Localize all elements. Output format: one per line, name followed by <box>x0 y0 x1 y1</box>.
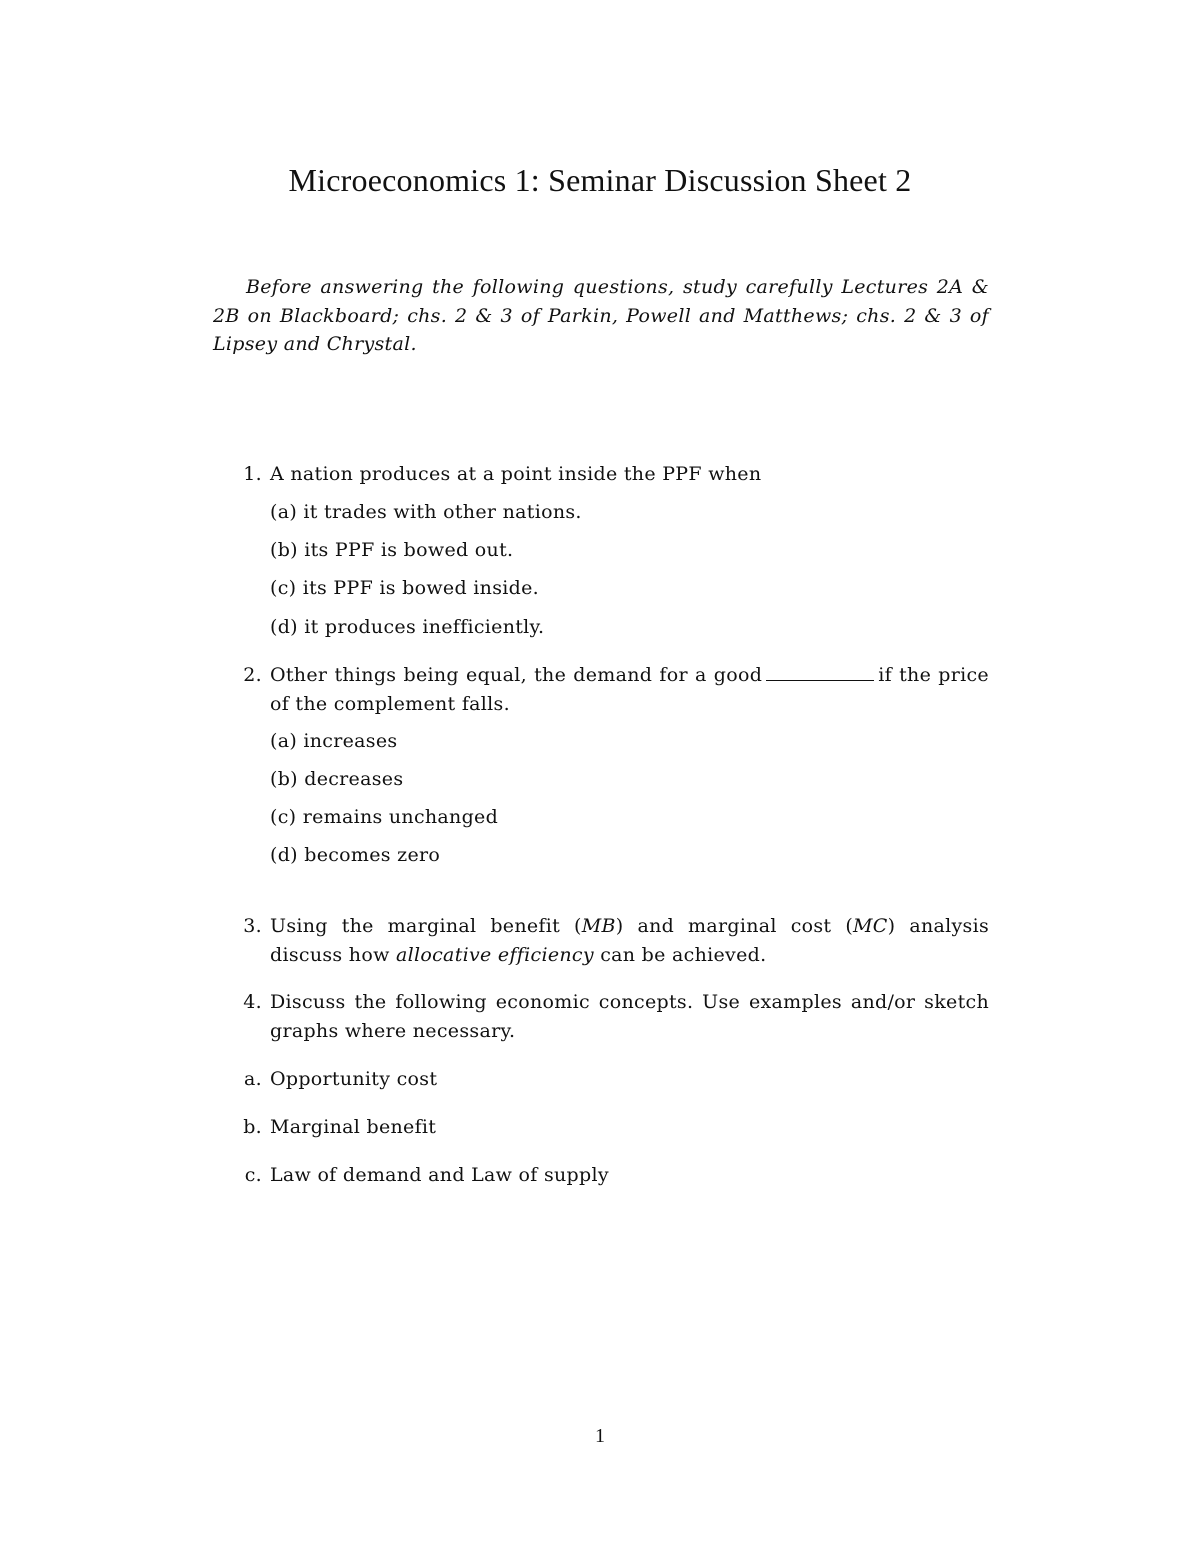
option-c: (c) its PPF is bowed inside. <box>270 577 539 599</box>
option-b: (b) decreases <box>270 768 404 790</box>
question-text <box>270 661 989 718</box>
sub-item-label: a. <box>244 1068 262 1090</box>
option-b: (b) its PPF is bowed out. <box>270 539 514 561</box>
sub-item-text: Law of demand and Law of supply <box>270 1164 609 1186</box>
question-text-part: ) and marginal cost ( <box>615 915 854 937</box>
option-a: (a) it trades with other nations. <box>270 501 582 523</box>
question-number: 1. <box>243 463 262 485</box>
question-text-part: ) analysis discuss how <box>270 915 989 966</box>
question-number: 4. <box>243 991 262 1013</box>
sub-item-text: Marginal benefit <box>270 1116 437 1138</box>
question-number: 3. <box>243 915 262 937</box>
sub-item-label: b. <box>243 1116 262 1138</box>
option-d: (d) becomes zero <box>270 844 441 866</box>
document-title: Microeconomics 1: Seminar Discussion Sheet 2 <box>288 162 912 198</box>
mb-symbol: MB <box>581 915 616 937</box>
sub-item-text: Opportunity cost <box>270 1068 438 1090</box>
question-text-before: Other things being equal, the demand for a good <box>270 664 763 686</box>
question-text: Discuss the following economic concepts. Use examples and/or sketch graphs where necessary. <box>270 991 989 1042</box>
mc-symbol: MC <box>853 915 888 937</box>
option-a: (a) increases <box>270 730 398 752</box>
question-text-after: if the price of the complement falls. <box>270 664 989 715</box>
question-text <box>270 912 989 969</box>
option-d: (d) it produces inefficiently. <box>270 616 545 638</box>
question-text: A nation produces at a point inside the PPF when <box>270 463 762 485</box>
question-text-part: can be achieved. <box>593 943 767 966</box>
page-number: 1 <box>595 1425 605 1447</box>
intro-paragraph: Before answering the following questions, study carefully Lectures 2A & 2B on Blackboard; chs. 2 & 3 of Parkin, Powell and Matthews; chs. 2 & 3 of Lipsey and Chrystal. <box>213 276 989 355</box>
question-text-part: Using the marginal benefit ( <box>270 915 582 937</box>
option-c: (c) remains unchanged <box>270 806 499 828</box>
question-number: 2. <box>243 664 262 686</box>
answer-blank <box>766 663 874 681</box>
emphasized-term: allocative efficiency <box>396 943 594 966</box>
sub-item-label: c. <box>244 1164 262 1186</box>
